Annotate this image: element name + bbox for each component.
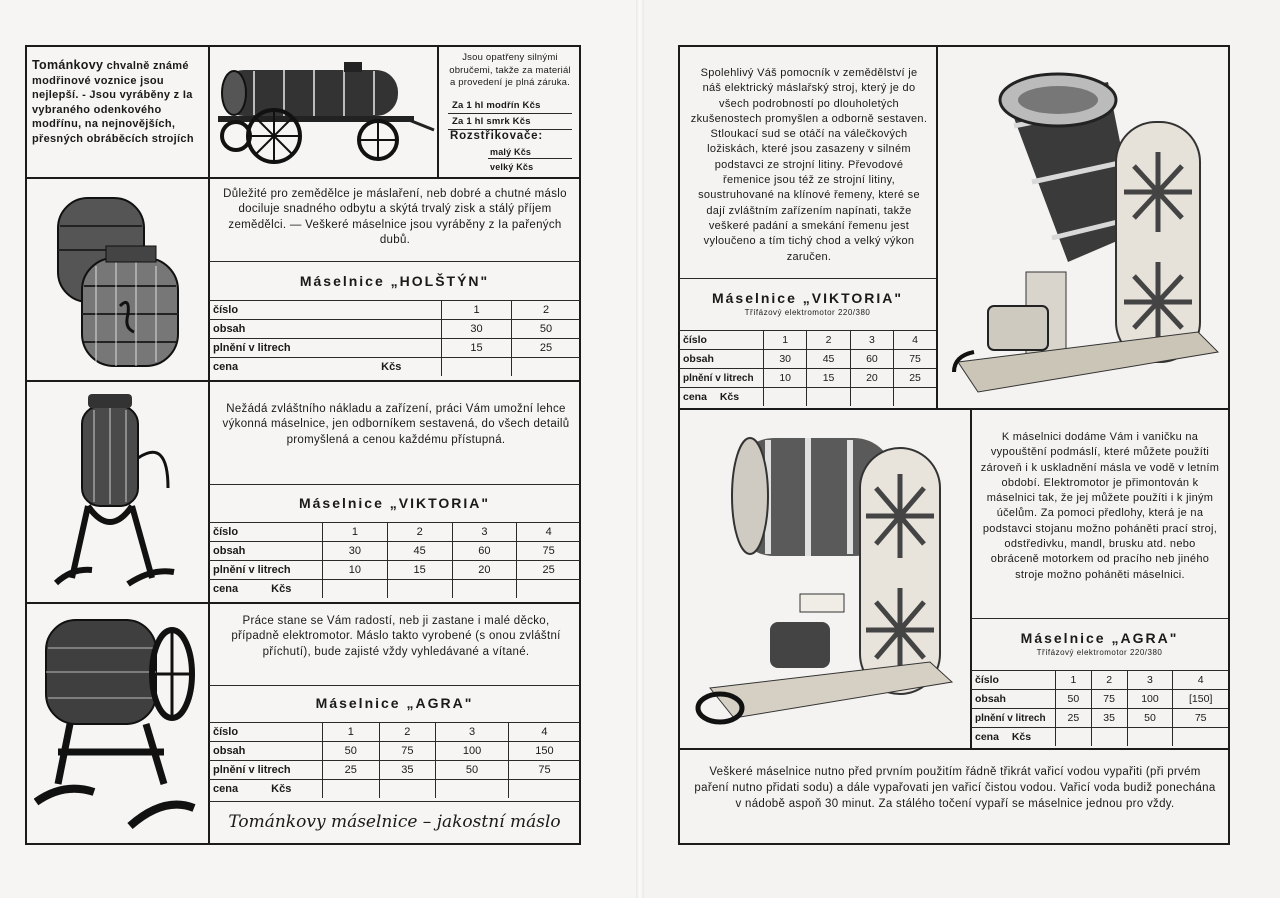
row-label: obsah: [971, 690, 1056, 709]
agra-right-subtitle: Třífázový elektromotor 220/380: [1036, 648, 1163, 657]
cell: 60: [452, 542, 517, 561]
row-label: cena Kčs: [209, 358, 442, 377]
cell: 1: [442, 301, 512, 320]
holstyn-table: [209, 300, 580, 376]
cell: 3: [452, 523, 517, 542]
cell: 25: [512, 339, 580, 358]
cell: [379, 780, 436, 799]
cell: 35: [379, 761, 436, 780]
cell: [508, 780, 580, 799]
holstyn-desc: Důležité pro zemědělce je máslaření, neb dobré a chutné máslo dociluje snadného odbytu a skýtá trvalý zisk a stálý příjem zemědělci. — Veškeré máselnice jsou vyráběny z Ia pařených dubů.: [223, 188, 567, 247]
frame-line: [25, 45, 581, 47]
cell: [387, 580, 452, 599]
cell: [894, 388, 936, 407]
cell: 35: [1091, 709, 1127, 728]
cell: 50: [323, 742, 380, 761]
cell: 50: [436, 761, 509, 780]
agra-left-desc: Práce stane se Vám radostí, neb ji zastane i malé děcko, případně elektromotor. Máslo takto vyrobené (s onou zvláštní příchutí), bude zajisté vždy vyhledávané a vítané.: [231, 615, 561, 658]
row-label: obsah: [209, 320, 442, 339]
cell: 75: [508, 761, 580, 780]
agra-right-table: [971, 670, 1228, 746]
cell: 30: [323, 542, 388, 561]
row-label: obsah: [209, 742, 323, 761]
rozstrikovace-title: Rozstřikovače:: [450, 130, 544, 142]
cell: 45: [807, 350, 850, 369]
row-label: obsah: [679, 350, 764, 369]
row-label: cena Kčs: [679, 388, 764, 407]
cell: 75: [894, 350, 936, 369]
cell: [323, 780, 380, 799]
cell: [1056, 728, 1092, 747]
rozst-velky: velký Kčs: [490, 162, 534, 172]
cell: [512, 358, 580, 377]
cell: 25: [323, 761, 380, 780]
row-label: plnění v litrech: [971, 709, 1056, 728]
viktoria-left-desc: Nežádá zvláštního nákladu a zařízení, práci Vám umožní lehce výkonná máselnice, jen odborníkem sestavená, do všech detailů promyšlená a cenou každému přístupná.: [222, 403, 570, 446]
cell: 3: [436, 723, 509, 742]
cell: 1: [323, 523, 388, 542]
cell: [1127, 728, 1173, 747]
wagon-barrel-illustration: [214, 58, 436, 170]
voznice-text: Jsou opatřeny silnými obručemi, takže za materiál a provedení je plná záruka.: [449, 52, 571, 88]
cell: 100: [1127, 690, 1173, 709]
price-modrin: Za 1 hl modřín Kčs: [452, 100, 541, 111]
row-label: číslo: [209, 723, 323, 742]
page-fold: [636, 0, 644, 898]
cell: 75: [1173, 709, 1228, 728]
agra-right-desc: K máselnici dodáme Vám i vaničku na vypouštění podmáslí, které můžete použíti zároveň i k uskladnění másla ve vodě v letním období. Elektromotor je přimontován k máselnici tak, že jej můžete použíti i k jiným účelům. Za pomoci předlohy, která je na podstavci stojanu možno poháněti prací stroj, odstředivku, mandl, brusku atd. nebo obráceně motorkem od pracího neb jiného stroje možno poháněti máselnici.: [980, 431, 1220, 581]
agra-left-title: Máselnice „AGRA": [315, 695, 474, 711]
cell: 15: [807, 369, 850, 388]
cell: 45: [387, 542, 452, 561]
cell: [323, 580, 388, 599]
cell: 10: [764, 369, 807, 388]
holstyn-title: Máselnice „HOLŠTÝN": [299, 273, 490, 289]
viktoria-left-table: [209, 522, 580, 598]
intro-text: [32, 58, 204, 146]
row-label: číslo: [209, 301, 442, 320]
cell: 1: [323, 723, 380, 742]
viktoria-right-title: Máselnice „VIKTORIA": [711, 290, 904, 306]
intro-headline: Tománkovy: [32, 58, 104, 72]
cell: 75: [1091, 690, 1127, 709]
cell: 15: [442, 339, 512, 358]
row-label: číslo: [971, 671, 1056, 690]
row-label: plnění v litrech: [679, 369, 764, 388]
agra-churn-illustration: [34, 612, 202, 838]
cell: 25: [1056, 709, 1092, 728]
cell: 30: [764, 350, 807, 369]
cell: [1173, 728, 1228, 747]
cell: 50: [512, 320, 580, 339]
cell: [1091, 728, 1127, 747]
cell: [807, 388, 850, 407]
cell: 50: [1127, 709, 1173, 728]
footer-note: Veškeré máselnice nutno před prvním použitím řádně třikrát vařicí vodou vypařiti (při prvém paření nutno přidati sodu) a dále vypařovati jen vařicí čistou vodou. Vařicí voda budiž ponechána v nádobě aspoň 30 minut. Za stálého točení vypaří se máselnice jednou pro vždy.: [694, 766, 1216, 810]
viktoria-right-table: [679, 330, 936, 406]
cell: 20: [850, 369, 893, 388]
cell: [442, 358, 512, 377]
row-label: plnění v litrech: [209, 761, 323, 780]
slogan: Tománkovy máselnice – jakostní máslo: [228, 812, 561, 832]
cell: 2: [379, 723, 436, 742]
cell: 75: [379, 742, 436, 761]
agra-right-title: Máselnice „AGRA": [1020, 630, 1179, 646]
cell: [150]: [1173, 690, 1228, 709]
cell: [436, 780, 509, 799]
electric-agra-photo: [690, 418, 962, 740]
cell: 50: [1056, 690, 1092, 709]
viktoria-right-subtitle: Třífázový elektromotor 220/380: [744, 308, 871, 317]
cell: [850, 388, 893, 407]
cell: 30: [442, 320, 512, 339]
cell: 25: [517, 561, 580, 580]
cell: [764, 388, 807, 407]
price-smrk: Za 1 hl smrk Kčs: [452, 116, 531, 127]
cell: 4: [1173, 671, 1228, 690]
cell: 2: [512, 301, 580, 320]
electric-viktoria-photo: [948, 62, 1222, 398]
row-label: cena Kčs: [971, 728, 1056, 747]
cell: 75: [517, 542, 580, 561]
viktoria-right-desc: Spolehlivý Váš pomocník v zemědělství je náš elektrický máslařský stroj, který je do všech podrobností po dlouholetých zkušenostech promyšlen a odborně sestaven. Stloukací sud se otáčí na válečkových ložiskách, které jsou zasazeny v silném podstavci ze strojní litiny. Převodové řemenice jsou též ze strojní litiny, soustruhované na klínové řemeny, které se dají zvláštním zařízením napínati, takže veškeré padání a smekání řemenu jest vyloučeno a tím tichý chod a velký výkon zaručen.: [690, 67, 928, 263]
cell: 3: [850, 331, 893, 350]
holstyn-churn-illustration: [50, 186, 185, 372]
cell: 10: [323, 561, 388, 580]
row-label: cena Kčs: [209, 580, 323, 599]
cell: [517, 580, 580, 599]
cell: 4: [517, 523, 580, 542]
cell: 3: [1127, 671, 1173, 690]
row-label: plnění v litrech: [209, 561, 323, 580]
cell: 2: [1091, 671, 1127, 690]
cell: 4: [894, 331, 936, 350]
cell: 25: [894, 369, 936, 388]
row-label: cena Kčs: [209, 780, 323, 799]
row-label: číslo: [209, 523, 323, 542]
cell: 1: [764, 331, 807, 350]
cell: 60: [850, 350, 893, 369]
cell: 20: [452, 561, 517, 580]
cell: 4: [508, 723, 580, 742]
rozst-maly: malý Kčs: [490, 147, 532, 157]
cell: [452, 580, 517, 599]
cell: 2: [387, 523, 452, 542]
row-label: plnění v litrech: [209, 339, 442, 358]
cell: 1: [1056, 671, 1092, 690]
cell: 150: [508, 742, 580, 761]
intro-rest: chvalně známé modřinové voznice jsou nejlepší. - Jsou vyráběny z Ia vybraného odenkového modřínu, na nejnovějších, přesných obráběcích strojích: [32, 60, 194, 145]
cell: 15: [387, 561, 452, 580]
row-label: číslo: [679, 331, 764, 350]
cell: 100: [436, 742, 509, 761]
viktoria-left-title: Máselnice „VIKTORIA": [298, 495, 491, 511]
cell: 2: [807, 331, 850, 350]
viktoria-churn-illustration: [52, 388, 187, 596]
row-label: obsah: [209, 542, 323, 561]
agra-left-table: [209, 722, 580, 798]
